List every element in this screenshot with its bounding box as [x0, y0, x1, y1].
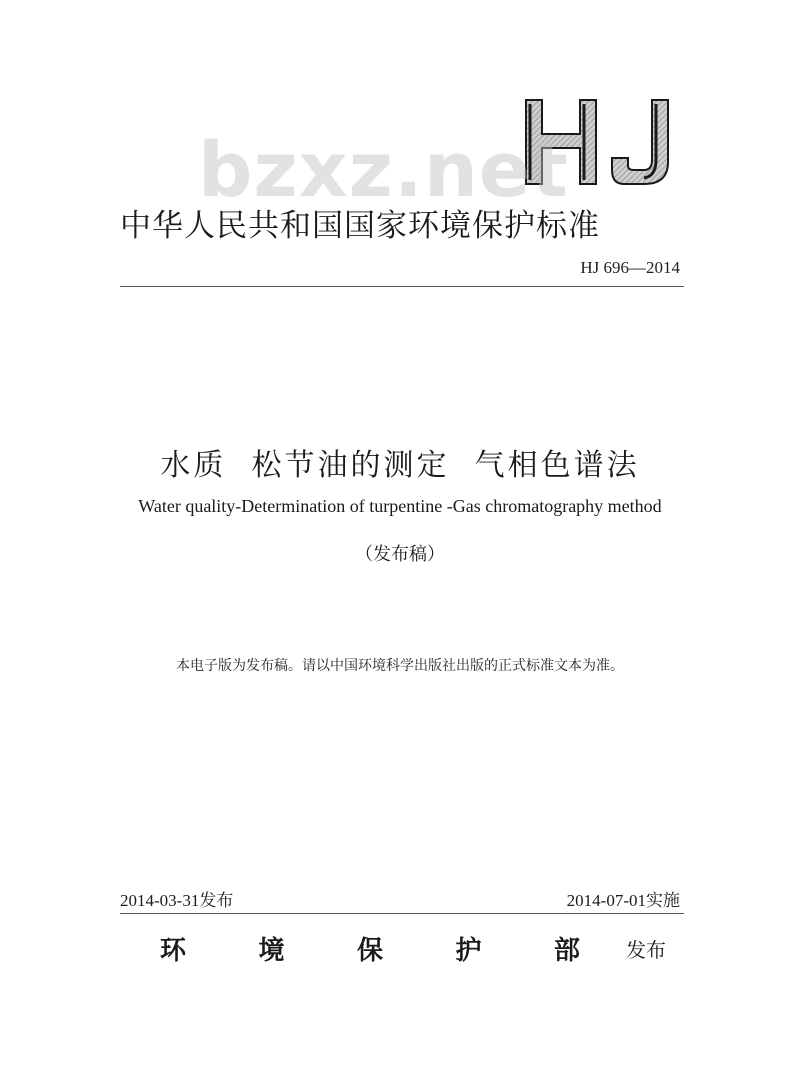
organization-title: 中华人民共和国国家环境保护标准 [120, 208, 600, 244]
watermark: bzxz.net [198, 125, 569, 214]
issuer-suffix: 发布 [626, 938, 666, 962]
effective-date: 2014-07-01实施 [566, 891, 680, 910]
issuer-name [160, 930, 580, 967]
issuer-char: 部 [553, 936, 580, 966]
issuer-char: 境 [258, 936, 285, 966]
footer-divider [120, 913, 684, 914]
issuer-char: 环 [160, 936, 187, 966]
header-divider [120, 286, 684, 287]
issuer-char: 保 [356, 936, 383, 966]
edition-notice: 本电子版为发布稿。请以中国环境科学出版社出版的正式标准文本为准。 [176, 658, 624, 674]
release-date: 2014-03-31发布 [120, 891, 234, 910]
standard-number: HJ 696—2014 [580, 258, 680, 277]
draft-label: （发布稿） [355, 544, 445, 565]
title-english: Water quality-Determination of turpentine -Gas chromatography method [138, 496, 662, 516]
title-chinese: 水质 松节油的测定 气相色谱法 [160, 448, 640, 483]
issuer-char: 护 [455, 936, 482, 966]
